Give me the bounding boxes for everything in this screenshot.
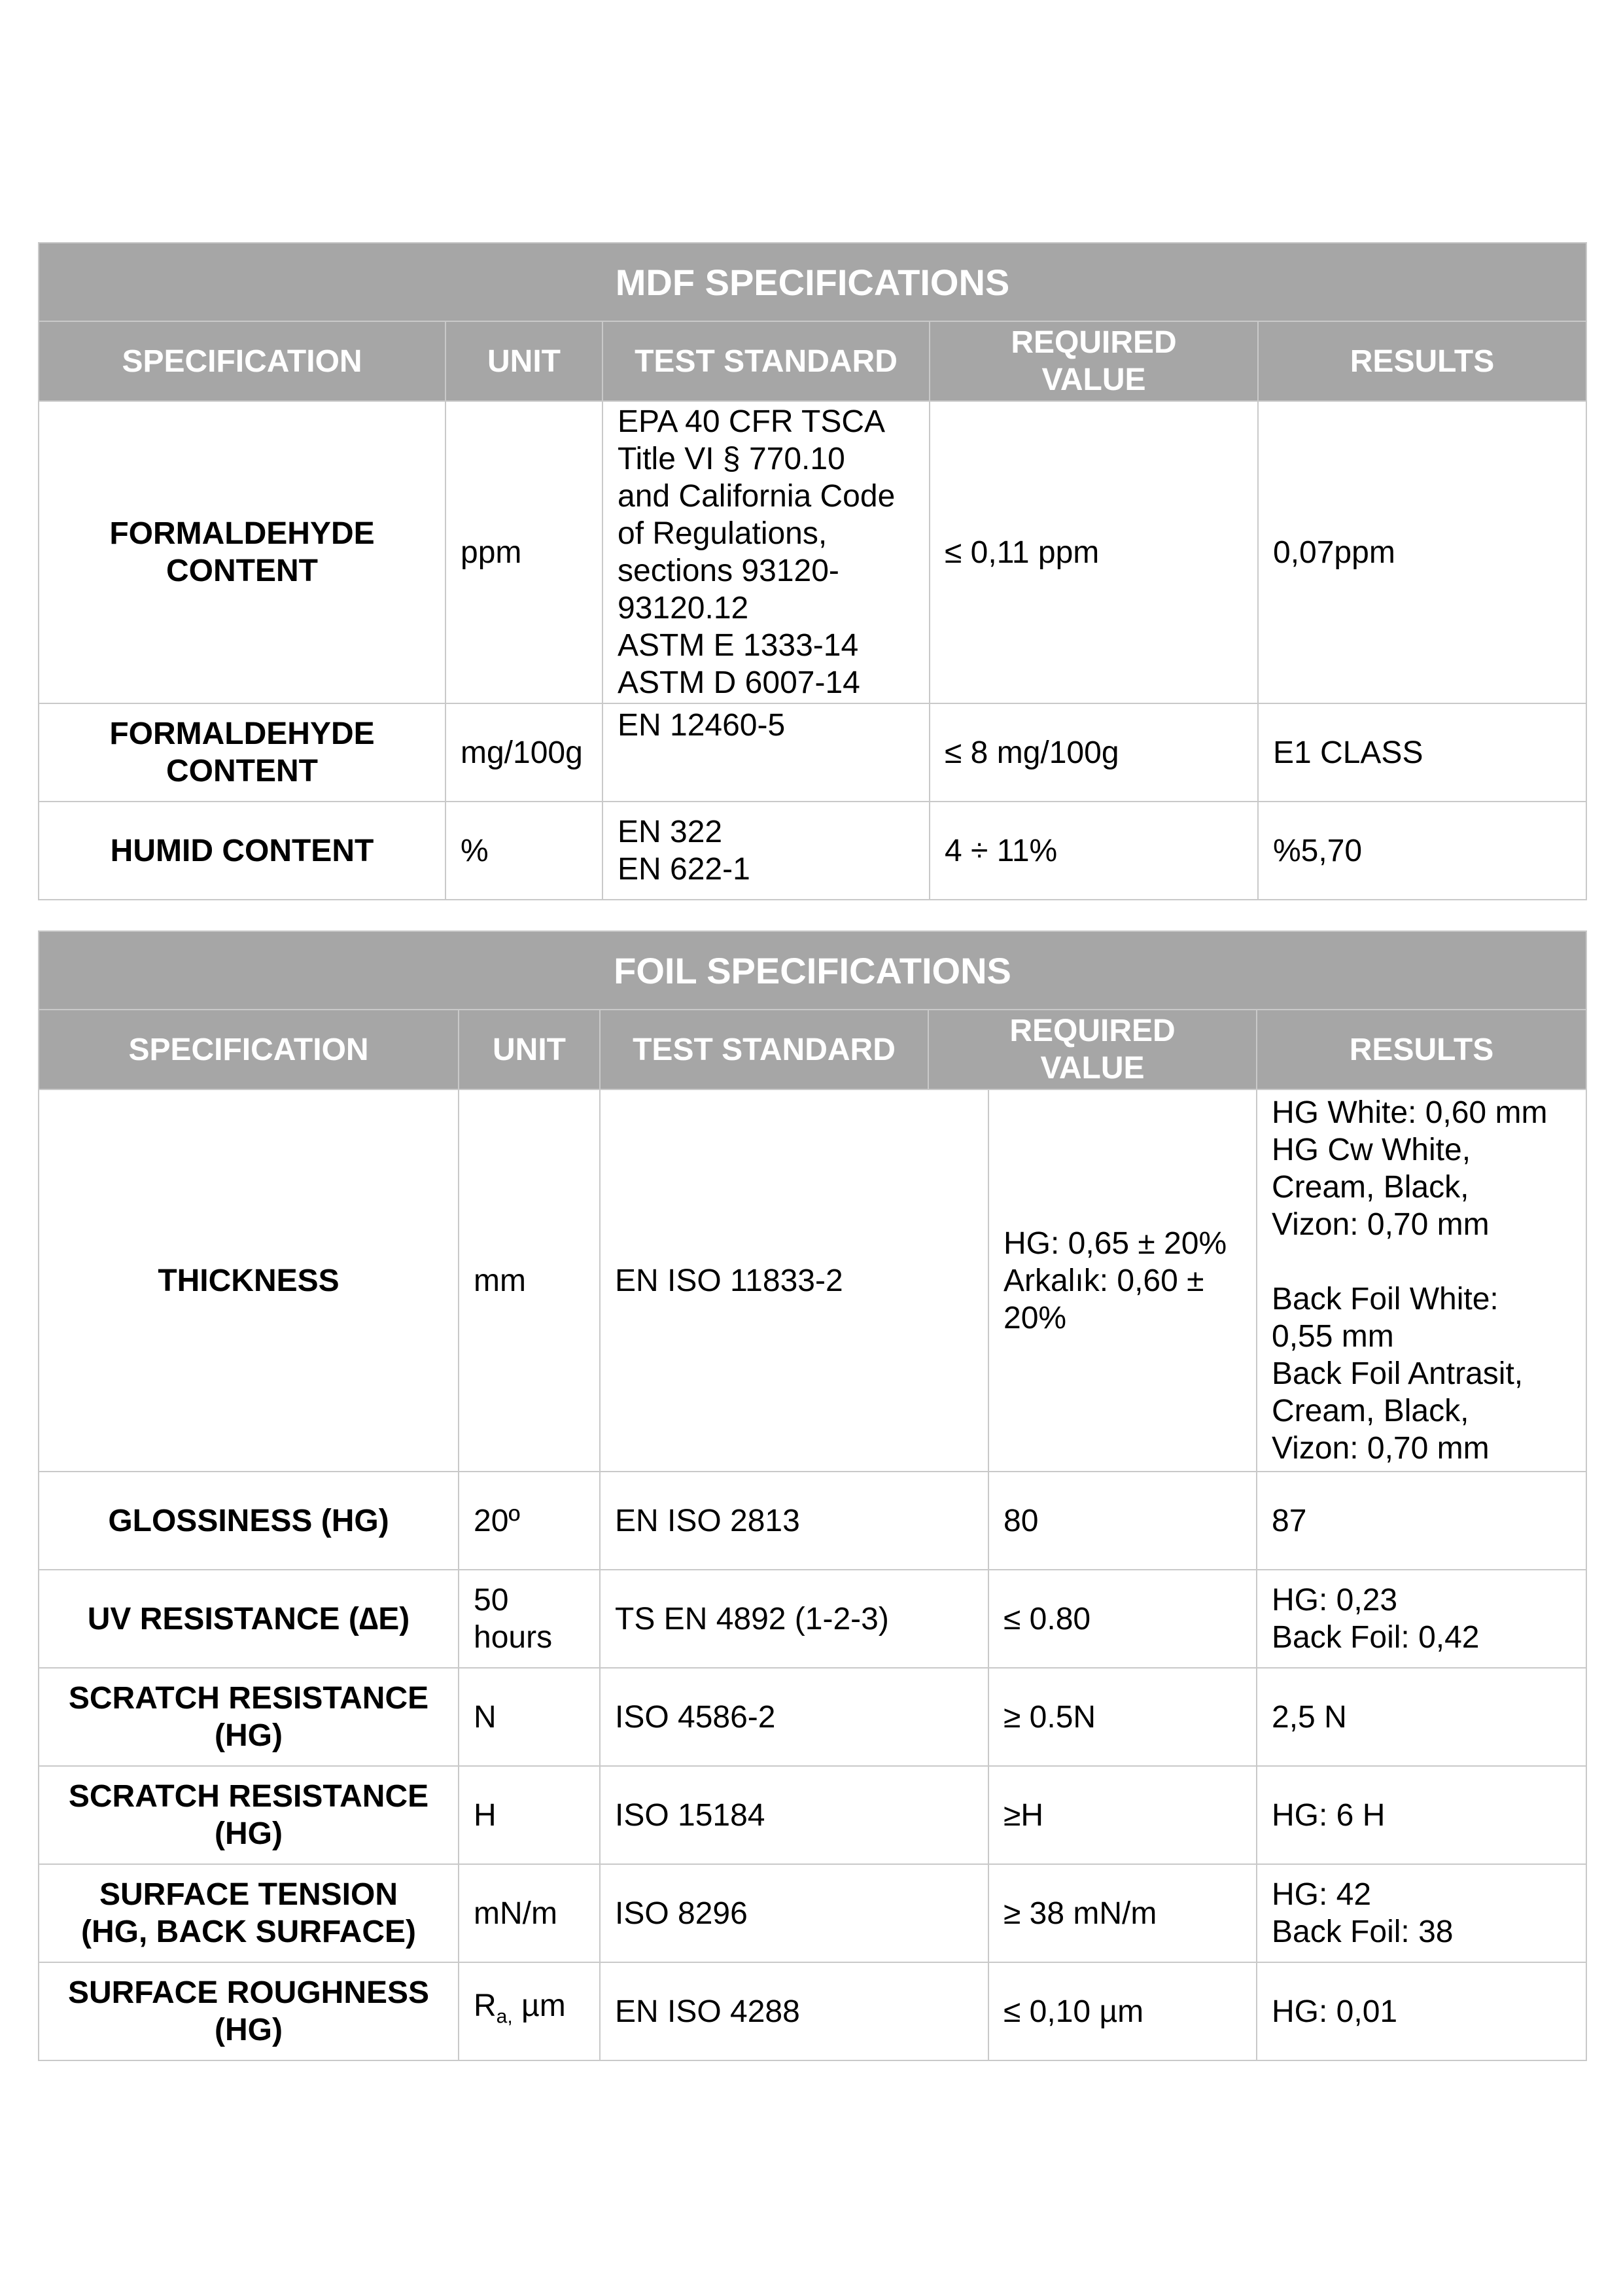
test-standard: ISO 4586-2 [600,1668,988,1766]
table-row [39,1472,1586,1570]
unit-subscript: a, [496,2005,513,2028]
foil-table-title: FOIL SPECIFICATIONS [39,931,1586,1010]
spec-name: SURFACE TENSION (HG, BACK SURFACE) [39,1864,459,1962]
test-standard: EN 322 EN 622-1 [602,802,930,900]
spec-name: GLOSSINESS (HG) [39,1472,459,1570]
unit-value: H [459,1766,600,1864]
table-row [39,1668,1586,1766]
mdf-table-title: MDF SPECIFICATIONS [39,243,1586,321]
unit-value: mN/m [459,1864,600,1962]
required-value: ≤ 0,10 µm [988,1962,1257,2060]
unit-value: % [445,802,602,900]
required-value: ≥ 38 mN/m [988,1864,1257,1962]
spec-name: SURFACE ROUGHNESS (HG) [39,1962,459,2060]
result-value: 0,07ppm [1258,401,1586,703]
mdf-specifications-table [38,242,1587,900]
result-value: HG White: 0,60 mm HG Cw White, Cream, Black, Vizon: 0,70 mm Back Foil White: 0,55 mm Back Foil Antrasit, Cream, Black, Vizon: 0,70 mm [1257,1089,1586,1472]
result-value: 2,5 N [1257,1668,1586,1766]
mdf-header-results: RESULTS [1258,321,1586,401]
unit-value: mg/100g [445,703,602,802]
spec-name: FORMALDEHYDE CONTENT [39,703,445,802]
required-value: ≥ 0.5N [988,1668,1257,1766]
foil-specifications-table [38,930,1587,2061]
foil-header-test-standard: TEST STANDARD [600,1010,928,1089]
spec-name: THICKNESS [39,1089,459,1472]
required-value: ≤ 0.80 [988,1570,1257,1668]
table-row [39,401,1586,703]
test-standard: EN ISO 11833-2 [600,1089,988,1472]
table-row [39,1962,1586,2060]
result-value: %5,70 [1258,802,1586,900]
required-value: 4 ÷ 11% [930,802,1258,900]
table-row [39,1766,1586,1864]
unit-value: ppm [445,401,602,703]
foil-header-row [39,1010,1586,1089]
result-value: E1 CLASS [1258,703,1586,802]
result-value: HG: 0,01 [1257,1962,1586,2060]
required-value: ≤ 8 mg/100g [930,703,1258,802]
unit-value: mm [459,1089,600,1472]
unit-symbol: R [474,1988,497,2024]
required-value: ≤ 0,11 ppm [930,401,1258,703]
result-value: HG: 0,23 Back Foil: 0,42 [1257,1570,1586,1668]
foil-header-results: RESULTS [1257,1010,1586,1089]
spec-name: HUMID CONTENT [39,802,445,900]
test-standard: EN ISO 2813 [600,1472,988,1570]
test-standard: EPA 40 CFR TSCA Title VI § 770.10 and California Code of Regulations, sections 93120- 93120.12 ASTM E 1333-14 ASTM D 6007-14 [602,401,930,703]
required-value: ≥H [988,1766,1257,1864]
table-row [39,703,1586,802]
unit-suffix: µm [512,1988,566,2024]
mdf-header-required-value: REQUIRED VALUE [930,321,1258,401]
result-value: HG: 42 Back Foil: 38 [1257,1864,1586,1962]
table-row [39,1570,1586,1668]
foil-header-specification: SPECIFICATION [39,1010,459,1089]
mdf-header-unit: UNIT [445,321,602,401]
mdf-header-specification: SPECIFICATION [39,321,445,401]
table-row [39,802,1586,900]
spec-name: FORMALDEHYDE CONTENT [39,401,445,703]
mdf-header-row [39,321,1586,401]
test-standard: TS EN 4892 (1-2-3) [600,1570,988,1668]
spec-name: SCRATCH RESISTANCE (HG) [39,1766,459,1864]
required-value: HG: 0,65 ± 20% Arkalık: 0,60 ± 20% [988,1089,1257,1472]
spec-name: SCRATCH RESISTANCE (HG) [39,1668,459,1766]
test-standard: ISO 8296 [600,1864,988,1962]
unit-value: 20º [459,1472,600,1570]
required-value: 80 [988,1472,1257,1570]
mdf-header-test-standard: TEST STANDARD [602,321,930,401]
unit-value [459,1962,600,2060]
foil-header-required-value: REQUIRED VALUE [928,1010,1257,1089]
table-row [39,1089,1586,1472]
result-value: HG: 6 H [1257,1766,1586,1864]
spec-name: UV RESISTANCE (∆E) [39,1570,459,1668]
table-row [39,1864,1586,1962]
test-standard: ISO 15184 [600,1766,988,1864]
unit-value: 50 hours [459,1570,600,1668]
unit-value: N [459,1668,600,1766]
test-standard: EN ISO 4288 [600,1962,988,2060]
foil-header-unit: UNIT [459,1010,600,1089]
test-standard: EN 12460-5 [602,703,930,802]
result-value: 87 [1257,1472,1586,1570]
